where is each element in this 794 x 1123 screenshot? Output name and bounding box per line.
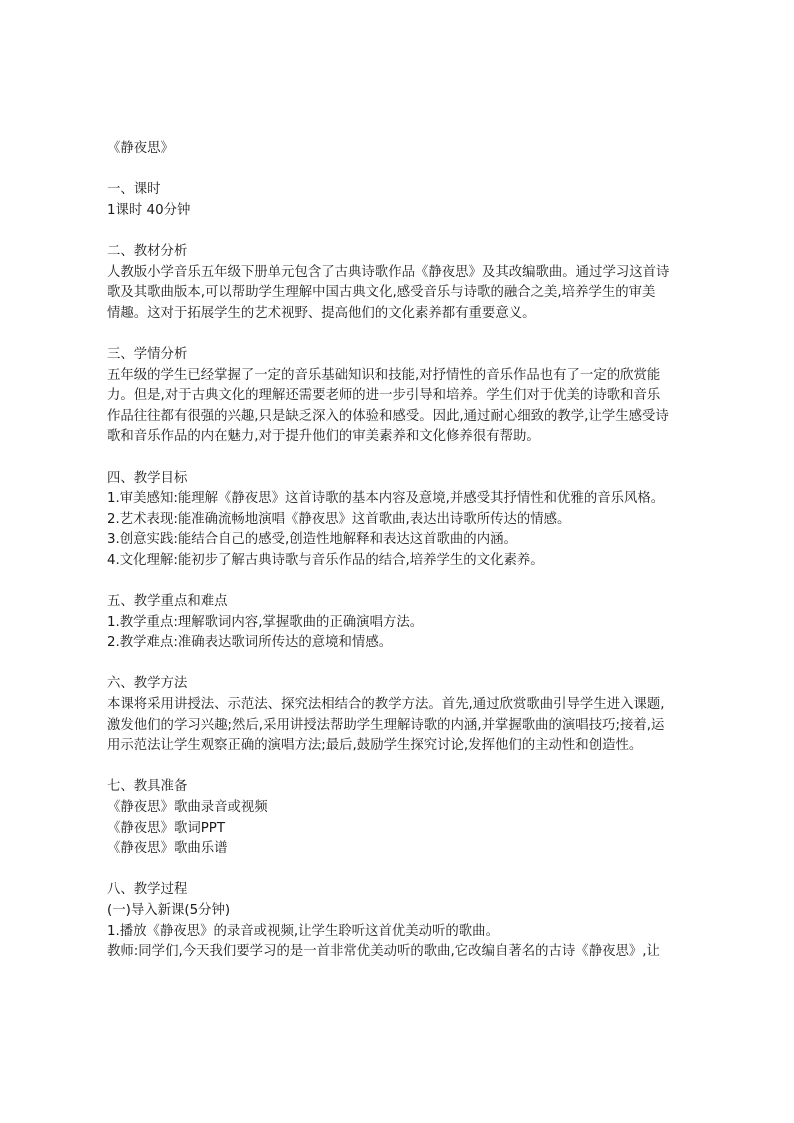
document-title: 《静夜思》 [107, 141, 174, 156]
process-text: 教师:同学们,今天我们要学习的是一首非常优美动听的歌曲,它改编自著名的古诗《静夜思》,让 [107, 944, 660, 960]
section-heading-material-analysis: 二、教材分析 [107, 243, 188, 259]
section-heading-teaching-process: 八、教学过程 [107, 882, 188, 898]
spacer [107, 448, 691, 469]
section-heading-teaching-goals: 四、教学目标 [107, 470, 188, 486]
spacer [107, 757, 691, 778]
paragraph-line: 力。但是,对于古典文化的理解还需要老师的进一步引导和培养。学生们对于优美的诗歌和音乐 [107, 388, 661, 404]
paragraph-line: 五年级的学生已经掌握了一定的音乐基础知识和技能,对抒情性的音乐作品也有了一定的欣赏能 [107, 367, 661, 383]
goal-item: 2.艺术表现:能准确流畅地演唱《静夜思》这首歌曲,表达出诗歌所传达的情感。 [107, 511, 571, 527]
section-heading-key-points: 五、教学重点和难点 [107, 594, 228, 610]
section-heading-teaching-methods: 六、教学方法 [107, 676, 188, 692]
aid-item: 《静夜思》歌词PPT [107, 820, 226, 836]
section-heading-teaching-aids: 七、教具准备 [107, 779, 188, 795]
paragraph-line: 激发他们的学习兴趣;然后,采用讲授法帮助学生理解诗歌的内涵,并掌握歌曲的演唱技巧;接着,运 [107, 717, 665, 733]
key-point-item: 1.教学重点:理解歌词内容,掌握歌曲的正确演唱方法。 [107, 614, 424, 630]
spacer [107, 160, 691, 181]
class-hours-text: 1课时 40分钟 [107, 202, 191, 218]
paragraph-line: 用示范法让学生观察正确的演唱方法;最后,鼓励学生探究讨论,发挥他们的主动性和创造性。 [107, 738, 643, 754]
goal-item: 3.创意实践:能结合自己的感受,创造性地解释和表达这首歌曲的内涵。 [107, 532, 517, 548]
process-subheading: (一)导入新课(5分钟) [107, 902, 231, 918]
paragraph-line: 歌及其歌曲版本,可以帮助学生理解中国古典文化,感受音乐与诗歌的融合之美,培养学生的审美 [107, 285, 656, 301]
paragraph-line: 情趣。这对于拓展学生的艺术视野、提高他们的文化素养都有重要意义。 [107, 305, 536, 321]
spacer [107, 654, 691, 675]
section-heading-student-analysis: 三、学情分析 [107, 346, 188, 362]
goal-item: 1.审美感知:能理解《静夜思》这首诗歌的基本内容及意境,并感受其抒情性和优雅的音乐风格。 [107, 491, 665, 507]
paragraph-line: 人教版小学音乐五年级下册单元包含了古典诗歌作品《静夜思》及其改编歌曲。通过学习这首诗 [107, 264, 670, 280]
spacer [107, 571, 691, 592]
paragraph-line: 本课将采用讲授法、示范法、探究法相结合的教学方法。首先,通过欣赏歌曲引导学生进入课题, [107, 697, 665, 713]
spacer [107, 324, 691, 345]
document-body [107, 139, 691, 963]
spacer [107, 860, 691, 881]
aid-item: 《静夜思》歌曲乐谱 [107, 841, 228, 857]
goal-item: 4.文化理解:能初步了解古典诗歌与音乐作品的结合,培养学生的文化素养。 [107, 552, 544, 568]
key-point-item: 2.教学难点:准确表达歌词所传达的意境和情感。 [107, 635, 393, 651]
paragraph-line: 作品往往都有很强的兴趣,只是缺乏深入的体验和感受。因此,通过耐心细致的教学,让学生感受诗 [107, 408, 669, 424]
paragraph-line: 歌和音乐作品的内在魅力,对于提升他们的审美素养和文化修养很有帮助。 [107, 429, 540, 445]
aid-item: 《静夜思》歌曲录音或视频 [107, 800, 268, 815]
section-heading-class-hours: 一、课时 [107, 182, 161, 198]
process-step: 1.播放《静夜思》的录音或视频,让学生聆听这首优美动听的歌曲。 [107, 923, 499, 939]
spacer [107, 221, 691, 242]
